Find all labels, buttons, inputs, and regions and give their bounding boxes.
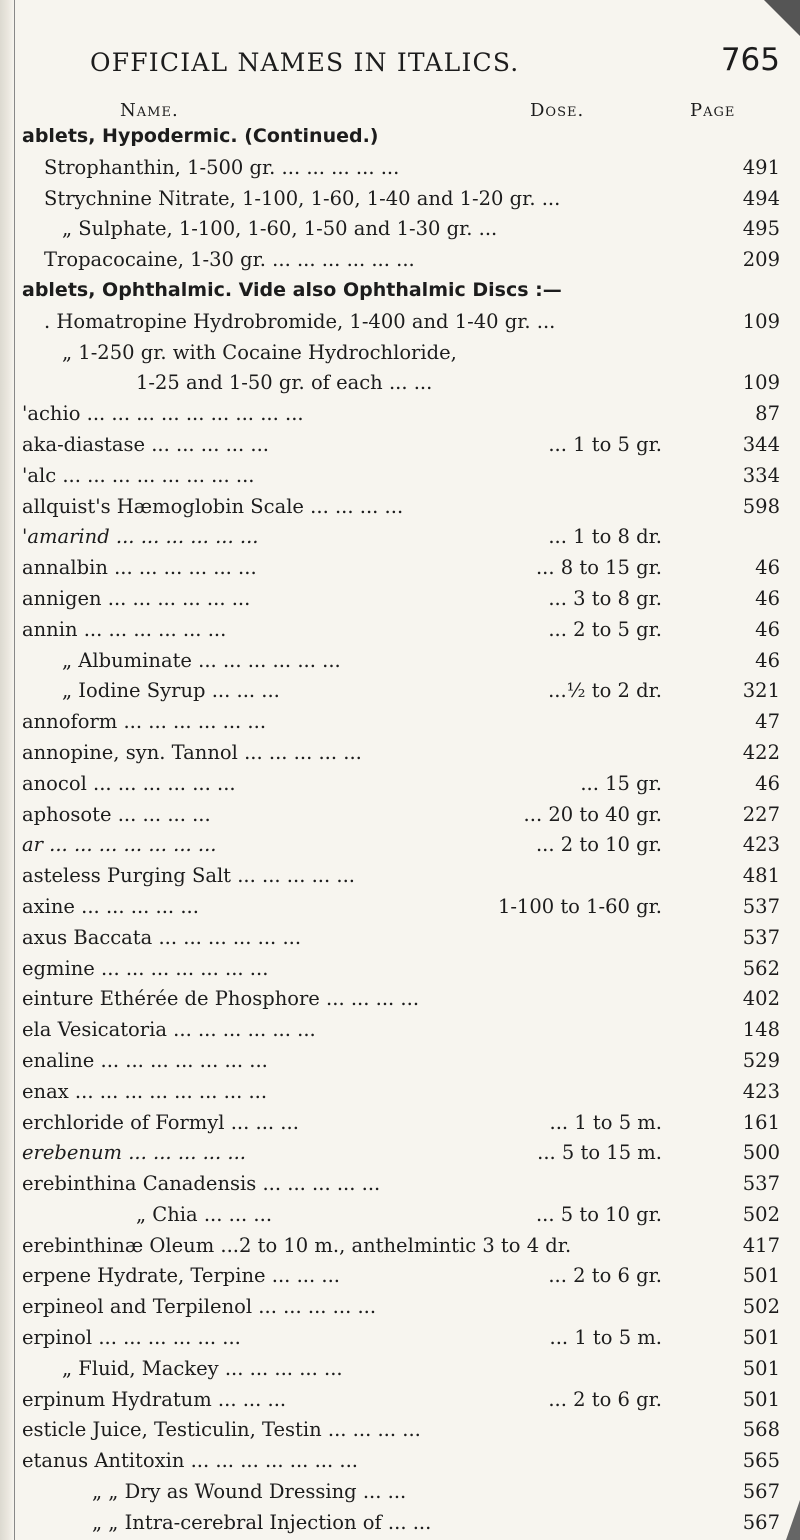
index-entry: [22, 554, 780, 585]
entry-page: 227: [742, 802, 780, 826]
entry-name: Strophanthin, 1-500 gr. ... ... ... ... ...: [44, 155, 400, 179]
entry-name: ela Vesicatoria ... ... ... ... ... ...: [22, 1018, 316, 1042]
index-entry: [22, 462, 780, 493]
running-title: OFFICIAL NAMES IN ITALICS.: [90, 48, 520, 77]
entry-page: 537: [742, 894, 780, 918]
folded-corner-bottom: [786, 1500, 800, 1540]
entry-page: 494: [742, 186, 780, 210]
entry-dose: ... 2 to 10 gr.: [535, 833, 662, 857]
entry-page: 46: [755, 617, 780, 641]
entry-name: asteless Purging Salt ... ... ... ... ...: [22, 864, 355, 888]
index-entry: [22, 400, 780, 431]
index-entry: [22, 1232, 780, 1263]
index-entry: [22, 831, 780, 862]
column-header-page: Page: [690, 100, 736, 121]
column-header-dose: Dose.: [530, 100, 585, 121]
entry-dose: ... 20 to 40 gr.: [523, 802, 662, 826]
entry-name: 'achio ... ... ... ... ... ... ... ... ...: [22, 402, 304, 426]
entry-name: erpinol ... ... ... ... ... ...: [22, 1326, 241, 1350]
entry-name: enax ... ... ... ... ... ... ... ...: [22, 1079, 268, 1103]
entry-page: 567: [742, 1480, 780, 1504]
entry-name: etanus Antitoxin ... ... ... ... ... ... ...: [22, 1449, 358, 1473]
entry-name: „ „ Dry as Wound Dressing ... ...: [92, 1480, 407, 1504]
entry-page: 598: [742, 494, 780, 518]
index-entry: [22, 277, 780, 308]
entry-name: aka-diastase ... ... ... ... ...: [22, 432, 269, 456]
index-entry: [22, 1416, 780, 1447]
column-header-name: Name.: [120, 100, 179, 121]
entry-name: annalbin ... ... ... ... ... ...: [22, 556, 257, 580]
index-entry: [22, 1047, 780, 1078]
entry-dose: ... 2 to 5 gr.: [548, 617, 662, 641]
index-entry: [22, 924, 780, 955]
entry-name: annoform ... ... ... ... ... ...: [22, 710, 267, 734]
entry-name: aphosote ... ... ... ...: [22, 802, 211, 826]
index-entry: [22, 1478, 780, 1509]
index-entry: [22, 955, 780, 986]
entry-dose: ... 1 to 5 m.: [549, 1326, 662, 1350]
index-entry: [22, 739, 780, 770]
entry-dose: ... 3 to 8 gr.: [548, 586, 662, 610]
index-entry: [22, 215, 780, 246]
entry-page: 344: [742, 432, 780, 456]
entry-page: 567: [742, 1510, 780, 1534]
index-entry: [22, 1201, 780, 1232]
entry-dose: ... 1 to 5 m.: [549, 1110, 662, 1134]
entry-name: 'amarind ... ... ... ... ... ...: [22, 525, 259, 549]
entry-page: 500: [742, 1141, 780, 1165]
entry-page: 417: [742, 1233, 780, 1257]
entry-name: „ „ Intra-cerebral Injection of ... ...: [92, 1510, 432, 1534]
entry-page: 501: [742, 1356, 780, 1380]
entry-name: . Homatropine Hydrobromide, 1-400 and 1-40 gr. ...: [44, 309, 556, 333]
entry-page: 46: [755, 586, 780, 610]
entry-page: 46: [755, 771, 780, 795]
entry-name: anocol ... ... ... ... ... ...: [22, 771, 236, 795]
index-entry: [22, 616, 780, 647]
index-entry: [22, 862, 780, 893]
entry-page: 46: [755, 648, 780, 672]
entry-page: 501: [742, 1387, 780, 1411]
running-head: [90, 42, 780, 82]
entry-name: „ Iodine Syrup ... ... ...: [62, 679, 280, 703]
index-entry: [22, 1139, 780, 1170]
entry-page: 402: [742, 987, 780, 1011]
entry-dose: ... 5 to 10 gr.: [535, 1202, 662, 1226]
index-entry: [22, 647, 780, 678]
entry-name: ablets, Ophthalmic. Vide also Ophthalmic Discs :—: [22, 278, 562, 301]
entry-name: esticle Juice, Testiculin, Testin ... ... ... ...: [22, 1418, 421, 1442]
entry-page: 87: [755, 402, 780, 426]
entry-page: 423: [742, 833, 780, 857]
index-entry: [22, 246, 780, 277]
index-entry: [22, 431, 780, 462]
index-entry: [22, 708, 780, 739]
index-entry: [22, 308, 780, 339]
page-number: 765: [720, 42, 780, 78]
index-entry: [22, 1447, 780, 1478]
entry-name: „ Chia ... ... ...: [136, 1202, 273, 1226]
index-entry: [22, 523, 780, 554]
index-entry: [22, 1016, 780, 1047]
entry-page: 46: [755, 556, 780, 580]
entry-page: 502: [742, 1202, 780, 1226]
index-entry: [22, 1078, 780, 1109]
entry-name: erebinthinæ Oleum ...2 to 10 m., anthelmintic 3 to 4 dr.: [22, 1233, 572, 1257]
entry-dose: ... 15 gr.: [580, 771, 662, 795]
entry-page: 109: [742, 371, 780, 395]
entry-page: 422: [742, 740, 780, 764]
index-entry: [22, 1509, 780, 1540]
entry-page: 321: [742, 679, 780, 703]
entry-page: 501: [742, 1326, 780, 1350]
entry-dose: ... 8 to 15 gr.: [535, 556, 662, 580]
index-entry: [22, 1324, 780, 1355]
entry-page: 565: [742, 1449, 780, 1473]
index-entry: [22, 1293, 780, 1324]
entry-page: 47: [755, 710, 780, 734]
entry-name: egmine ... ... ... ... ... ... ...: [22, 956, 269, 980]
entry-name: 1-25 and 1-50 gr. of each ... ...: [136, 371, 433, 395]
entry-name: „ Sulphate, 1-100, 1-60, 1-50 and 1-30 gr. ...: [62, 217, 498, 241]
entry-name: „ 1-250 gr. with Cocaine Hydrochloride,: [62, 340, 457, 364]
entry-name: axus Baccata ... ... ... ... ... ...: [22, 925, 302, 949]
entry-name: 'alc ... ... ... ... ... ... ... ...: [22, 463, 255, 487]
entry-name: ar ... ... ... ... ... ... ...: [22, 833, 217, 857]
entry-name: allquist's Hæmoglobin Scale ... ... ... ...: [22, 494, 404, 518]
entry-dose: ... 1 to 5 gr.: [548, 432, 662, 456]
page-gutter-edge: [14, 0, 15, 1540]
entry-page: 495: [742, 217, 780, 241]
entry-name: erpene Hydrate, Terpine ... ... ...: [22, 1264, 340, 1288]
entry-page: 209: [742, 248, 780, 272]
entry-name: Tropacocaine, 1-30 gr. ... ... ... ... ... ...: [44, 248, 415, 272]
entry-page: 529: [742, 1048, 780, 1072]
entry-page: 568: [742, 1418, 780, 1442]
entry-name: erpinum Hydratum ... ... ...: [22, 1387, 287, 1411]
index-entry: [22, 893, 780, 924]
index-entry: [22, 123, 780, 154]
index-entry: [22, 339, 780, 370]
entry-page: 423: [742, 1079, 780, 1103]
index-entry: [22, 1386, 780, 1417]
page-gutter-shadow: [0, 0, 14, 1540]
entry-page: 537: [742, 1172, 780, 1196]
index-entries: [22, 123, 780, 1540]
index-entry: [22, 985, 780, 1016]
index-entry: [22, 770, 780, 801]
index-entry: [22, 1170, 780, 1201]
entry-name: annin ... ... ... ... ... ...: [22, 617, 227, 641]
entry-page: 491: [742, 155, 780, 179]
entry-name: „ Fluid, Mackey ... ... ... ... ...: [62, 1356, 343, 1380]
index-entry: [22, 677, 780, 708]
entry-page: 562: [742, 956, 780, 980]
entry-page: 334: [742, 463, 780, 487]
index-entry: [22, 1109, 780, 1140]
entry-dose: ... 1 to 8 dr.: [548, 525, 662, 549]
index-entry: [22, 154, 780, 185]
entry-name: erchloride of Formyl ... ... ...: [22, 1110, 299, 1134]
entry-page: 148: [742, 1018, 780, 1042]
entry-page: 502: [742, 1295, 780, 1319]
folded-corner-top: [764, 0, 800, 36]
index-entry: [22, 185, 780, 216]
entry-page: 481: [742, 864, 780, 888]
index-entry: [22, 585, 780, 616]
entry-name: enaline ... ... ... ... ... ... ...: [22, 1048, 268, 1072]
entry-page: 537: [742, 925, 780, 949]
entry-name: Strychnine Nitrate, 1-100, 1-60, 1-40 and 1-20 gr. ...: [44, 186, 561, 210]
entry-dose: ... 2 to 6 gr.: [548, 1264, 662, 1288]
entry-name: erebenum ... ... ... ... ...: [22, 1141, 247, 1165]
entry-name: ablets, Hypodermic. (Continued.): [22, 125, 379, 147]
entry-page: 109: [742, 309, 780, 333]
entry-name: annigen ... ... ... ... ... ...: [22, 586, 251, 610]
entry-name: einture Ethérée de Phosphore ... ... ... ...: [22, 987, 420, 1011]
entry-name: erpineol and Terpilenol ... ... ... ... ...: [22, 1295, 377, 1319]
entry-name: „ Albuminate ... ... ... ... ... ...: [62, 648, 341, 672]
entry-name: erebinthina Canadensis ... ... ... ... ...: [22, 1172, 381, 1196]
index-entry: [22, 801, 780, 832]
index-entry: [22, 493, 780, 524]
entry-page: 501: [742, 1264, 780, 1288]
index-entry: [22, 1262, 780, 1293]
entry-name: axine ... ... ... ... ...: [22, 894, 199, 918]
entry-dose: ...½ to 2 dr.: [548, 679, 662, 703]
entry-dose: ... 5 to 15 m.: [537, 1141, 662, 1165]
index-entry: [22, 1355, 780, 1386]
entry-dose: 1-100 to 1-60 gr.: [497, 894, 662, 918]
entry-name: annopine, syn. Tannol ... ... ... ... ...: [22, 740, 362, 764]
entry-page: 161: [742, 1110, 780, 1134]
index-entry: [22, 369, 780, 400]
entry-dose: ... 2 to 6 gr.: [548, 1387, 662, 1411]
